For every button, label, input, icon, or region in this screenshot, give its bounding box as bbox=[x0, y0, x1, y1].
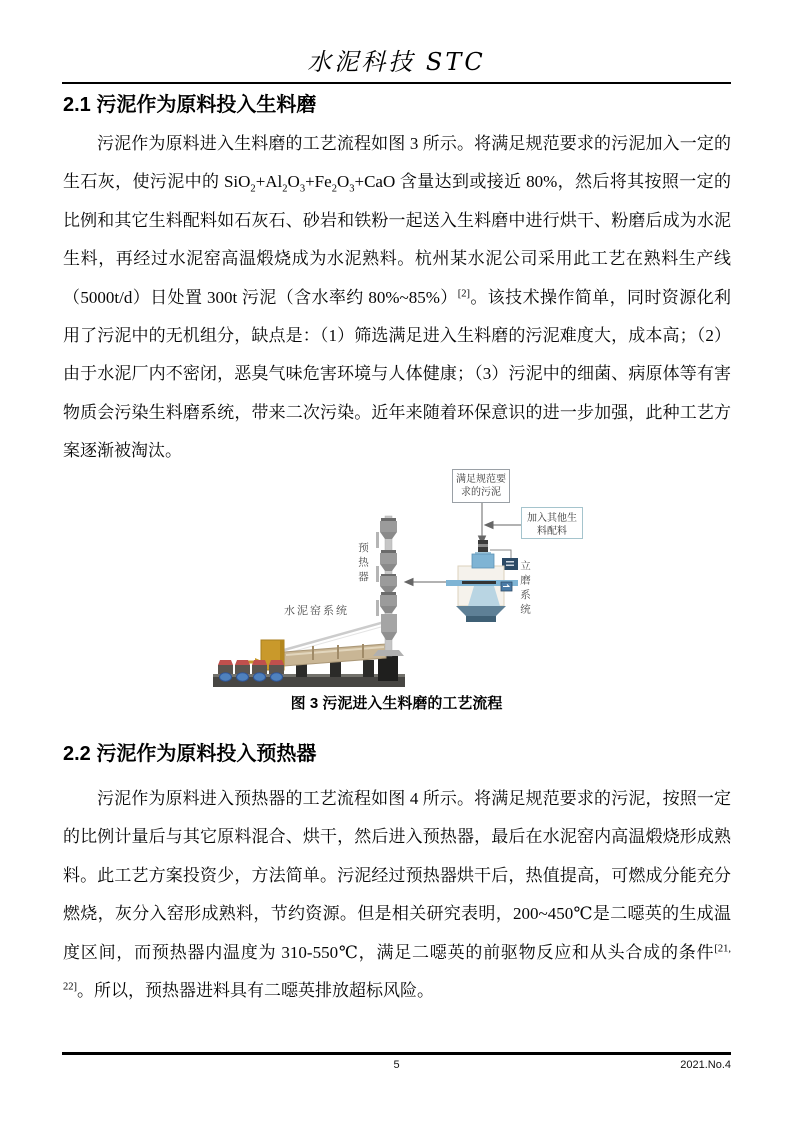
footer-divider bbox=[62, 1052, 731, 1055]
journal-title: 水泥科技 STC bbox=[307, 48, 486, 76]
section-heading-2-2: 2.2 污泥作为原料投入预热器 bbox=[63, 743, 317, 765]
issue-label: 2021.No.4 bbox=[680, 1059, 731, 1071]
raw-meal-addition-box: 加入其他生料配料 bbox=[521, 507, 583, 539]
preheater-label: 预热器 bbox=[357, 542, 369, 586]
figure-caption: 图 3 污泥进入生料磨的工艺流程 bbox=[290, 695, 503, 712]
vertical-mill-label: 立磨系统 bbox=[519, 560, 531, 618]
sludge-requirement-box: 满足规范要求的污泥 bbox=[452, 469, 510, 503]
kiln-system-label: 水泥窑系统 bbox=[284, 605, 349, 617]
section-heading-2-1: 2.1 污泥作为原料投入生料磨 bbox=[63, 94, 317, 116]
figure-3-diagram bbox=[198, 464, 598, 692]
page-number: 5 bbox=[393, 1059, 400, 1071]
preheater-illustration bbox=[373, 516, 404, 656]
header-divider bbox=[62, 82, 731, 84]
paragraph-2-2: 污泥作为原料进入预热器的工艺流程如图 4 所示。将满足规范要求的污泥，按照一定的比例计量后与其它原料混合、烘干，然后进入预热器，最后在水泥窑内高温煅烧形成熟料。此工艺方案投资少，方法简单。污泥经过预热器烘干后，热值提高，可燃成分能充分燃烧，灰分入窑形成熟料，节约资源。但是相关研究表明，200~450℃是二噁英的生成温度区间，而预热器内温度为 310-550℃，满足二噁英的前驱物反应和从头合成的条件[21, 22]。所以，预热器进料具有二噁英排放超标风险。 bbox=[63, 789, 731, 1001]
paragraph-2-1: 污泥作为原料进入生料磨的工艺流程如图 3 所示。将满足规范要求的污泥加入一定的生石灰，使污泥中的 $SiO_2+Al_2O_3+Fe_2O_3+CaO$ 含量达到或接近 80%，然后将其按照一定的比例和其它生料配料如石灰石、砂岩和铁粉一起送入生料磨中进行烘干、粉磨后成为水泥生料，再经过水泥窑高温煅烧成为水泥熟料。杭州某水泥公司采用此工艺在熟料生产线（5000t/d）日处置 300t 污泥（含水率约 80%~85%）[2]。该技术操作简单，同时资源化利用了污泥中的无机组分，缺点是：（1）筛选满足进入生料磨的污泥难度大，成本高；（2）由于水泥厂内不密闭，恶臭气味危害环境与人体健康；（3）污泥中的细菌、病原体等有害物质会污染生料磨系统，带来二次污染。近年来随着环保意识的进一步加强，此种工艺方案逐渐被淘汰。 bbox=[63, 134, 731, 461]
mill-illustration bbox=[446, 540, 518, 622]
figure-3-illustration bbox=[198, 464, 598, 692]
